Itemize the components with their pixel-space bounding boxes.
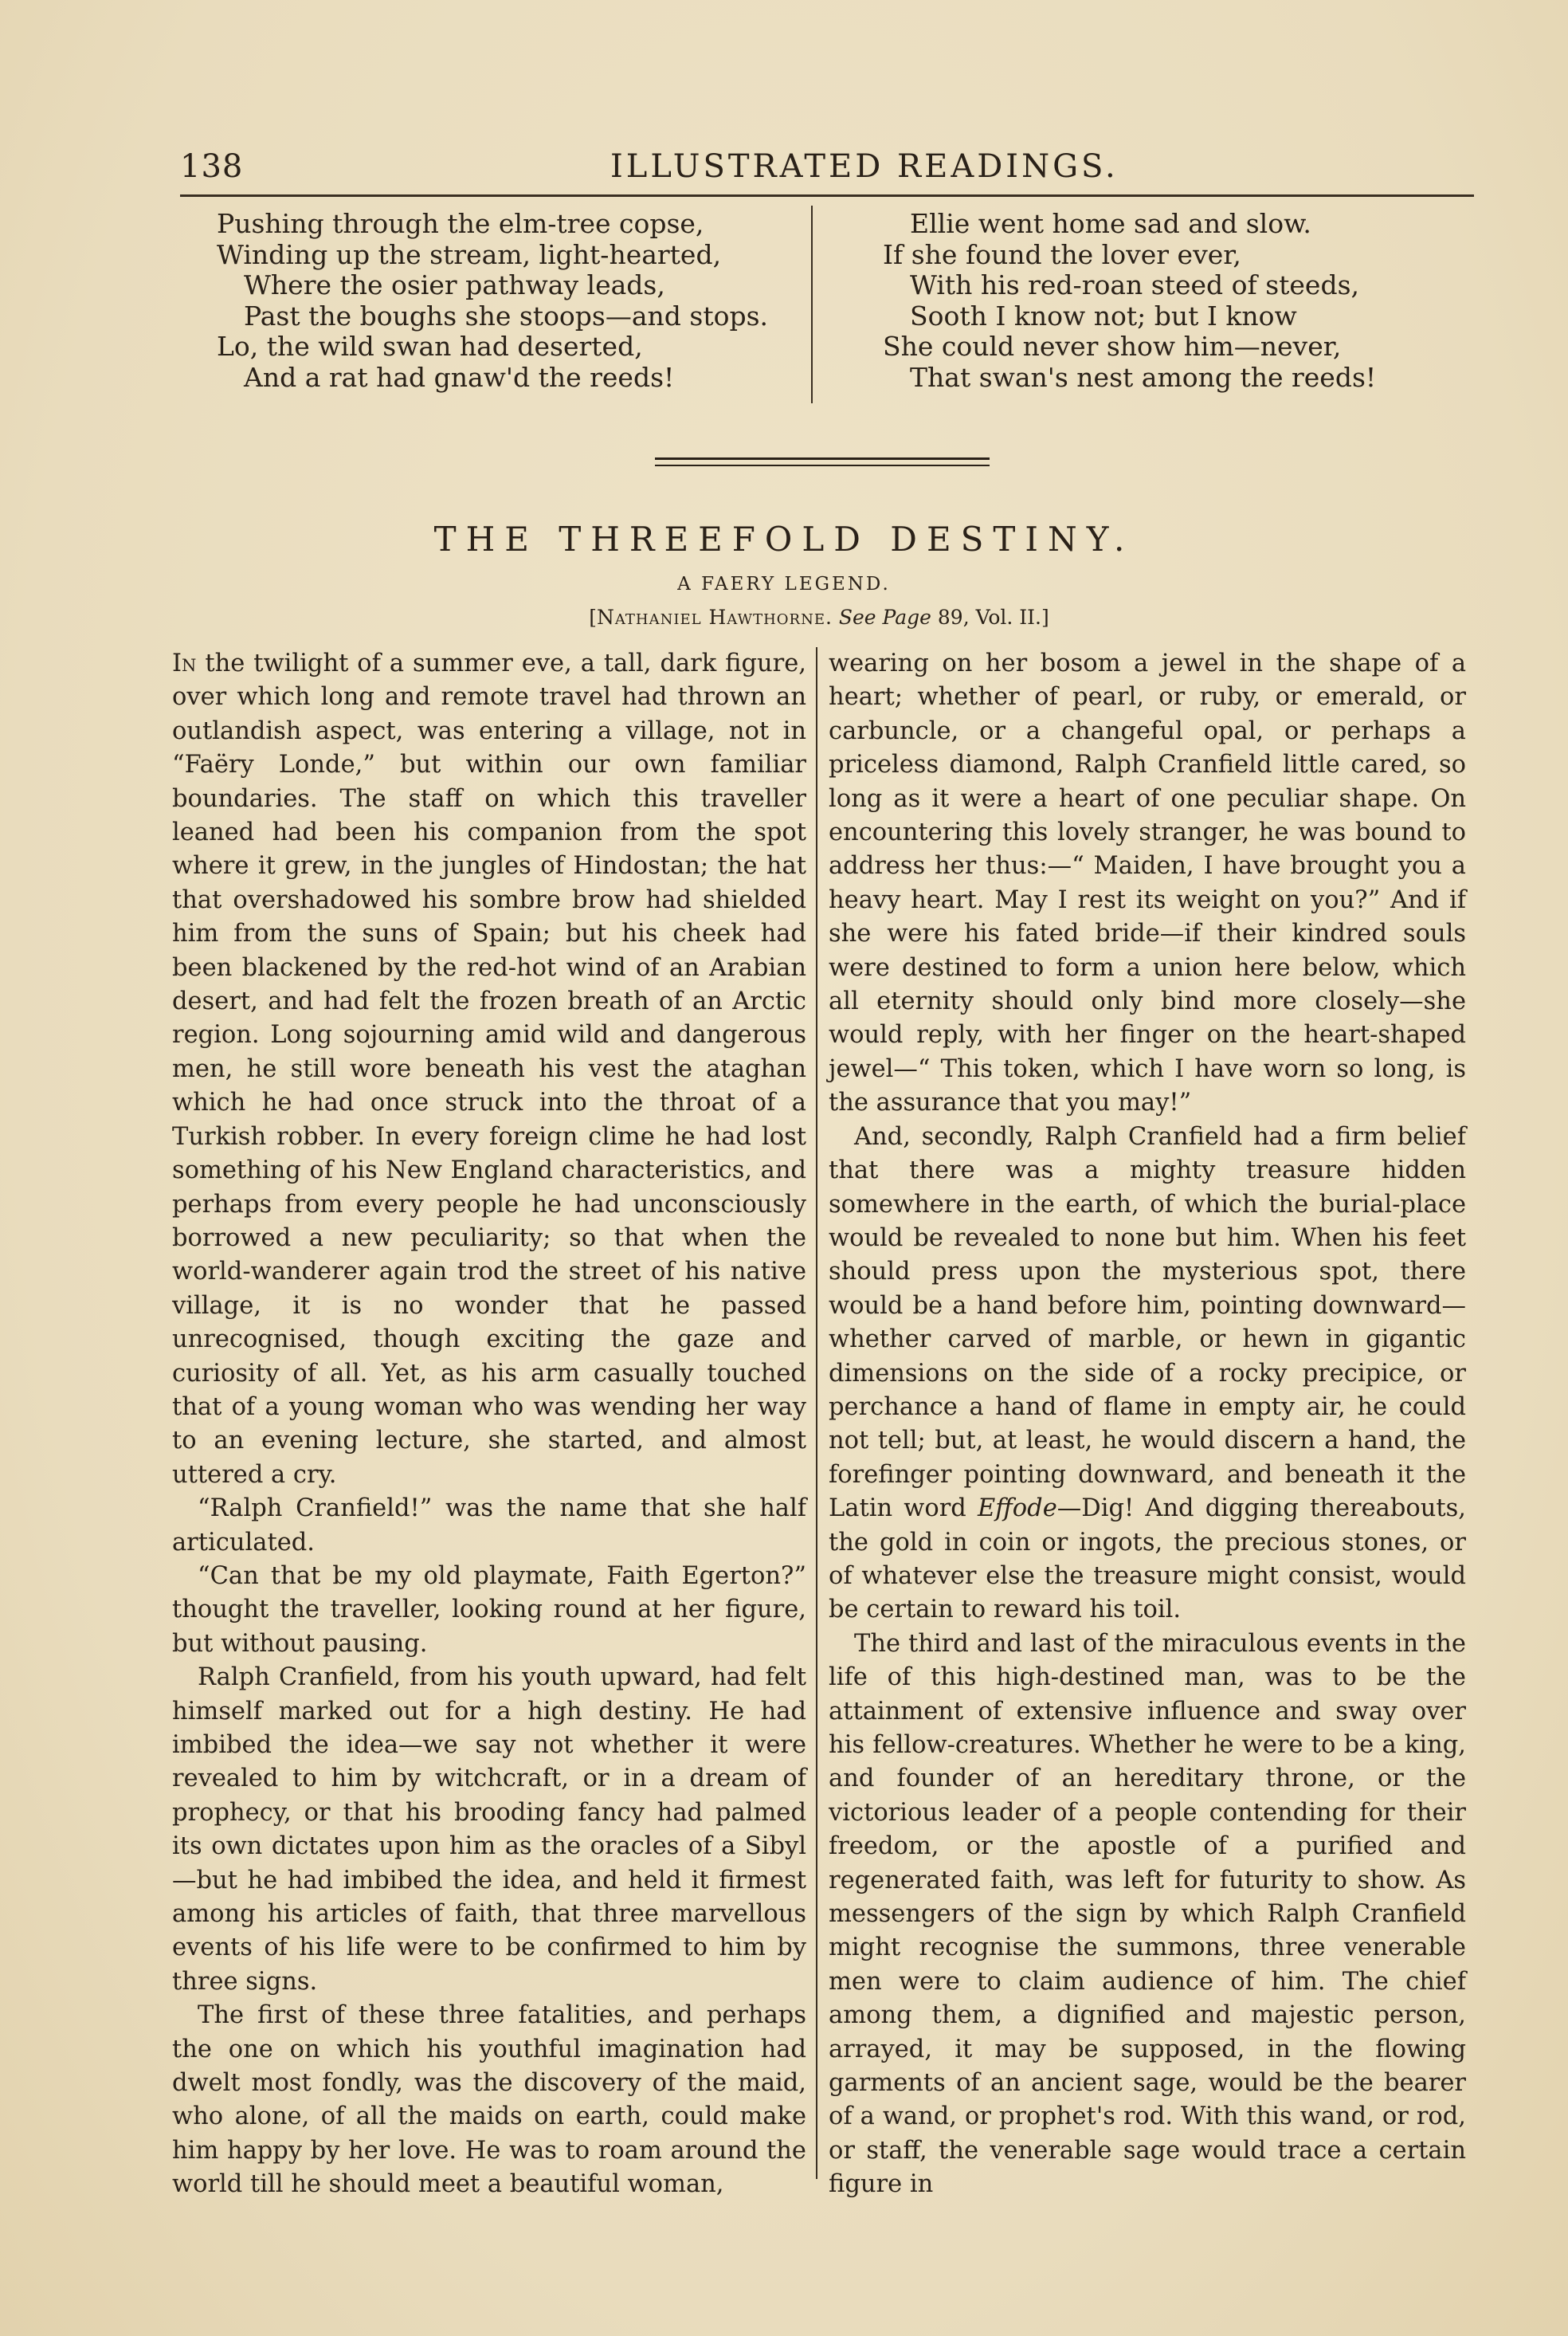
poem-column-divider	[811, 206, 813, 403]
latin-word: Effode	[977, 1494, 1057, 1523]
poem-line: Sooth I know not; but I know	[910, 300, 1297, 332]
see-page-label: See Page	[838, 606, 931, 629]
poem-line: If she found the lover ever,	[883, 238, 1241, 270]
lead-word: In	[172, 650, 197, 677]
poem-line: Where the osier pathway leads,	[244, 269, 665, 300]
article-attribution	[564, 606, 1074, 629]
paragraph: “Can that be my old playmate, Faith Egerton?” thought the traveller, looking round at her figure, but without pausing.	[172, 1561, 806, 1658]
running-title: ILLUSTRATED READINGS.	[610, 148, 1119, 185]
paragraph: The third and last of the miraculous events in the life of this high-destined man, was to be the attainment of extensive influence and sway over his fellow-creatures. Whether he were to be a king, and founder of an hereditary throne, or the victorious leader of a people contending for their freedom, or the apostle of a purified and regenerated faith, was left for futurity to show. As messengers of the sign by which Ralph Cranfield might recognise the summons, three venerable men were to claim audience of him. The chief among them, a dignified and majestic person, arrayed, it may be supposed, in the flowing garments of an ancient sage, would be the bearer of a wand, or prophet's rod. With this wand, or rod, or staff, the venerable sage would trace a certain figure in	[829, 1629, 1466, 2199]
poem-right-column	[883, 209, 1456, 393]
poem-line: That swan's nest among the reeds!	[910, 361, 1377, 393]
paragraph-continued: wearing on her bosom a jewel in the shape of a heart; whether of pearl, or ruby, or emerald, or carbuncle, or a changeful opal, or perhaps a priceless diamond, Ralph Cranfield little cared, so long as it were a heart of one peculiar shape. On encountering this lovely stranger, he was bound to address her thus:—“ Maiden, I have brought you a heavy heart. May I rest its weight on you?” And if she were his fated bride—if their kindred souls were destined to form a union here below, which all eternity should only bind more closely—she would reply, with her finger on the heart-shaped jewel—“ This token, which I have worn so long, is the assurance that you may!”	[829, 650, 1466, 1117]
poem-left-column	[217, 209, 790, 393]
poem-line: And a rat had gnaw'd the reeds!	[244, 361, 675, 393]
header-rule	[180, 194, 1474, 197]
bracket: [	[589, 606, 597, 629]
poem-line: Winding up the stream, light-hearted,	[217, 238, 722, 270]
poem-line: Lo, the wild swan had deserted,	[217, 331, 643, 362]
paragraph: “Ralph Cranfield!” was the name that she half articulated.	[172, 1494, 806, 1557]
section-separator	[655, 457, 990, 466]
paragraph: Ralph Cranfield, from his youth upward, had felt himself marked out for a high destiny. He had imbibed the idea—we say not whether it were revealed to him by witchcraft, or in a dream of prophecy, or that his brooding fancy had palmed its own dictates upon him as the oracles of a Sibyl—but he had imbibed the idea, and held it firmest among his articles of faith, that three marvellous events of his life were to be confirmed to him by three signs.	[172, 1663, 806, 1996]
page-number: 138	[180, 148, 244, 185]
page-reference: 89, Vol. II.]	[937, 606, 1049, 629]
author-name: Nathaniel Hawthorne.	[597, 606, 833, 629]
poem-line: Ellie went home sad and slow.	[910, 208, 1311, 239]
article-title: THE THREEFOLD DESTINY.	[433, 520, 1135, 559]
poem-line: Pushing through the elm-tree copse,	[217, 208, 704, 239]
poem-line: With his red-roan steed of steeds,	[910, 269, 1360, 300]
paragraph: And, secondly, Ralph Cranfield had a firm belief that there was a mighty treasure hidden somewhere in the earth, of which the burial-place would be revealed to none but him. When his feet should press upon the mysterious spot, there would be a hand before him, pointing downward—whether carved of marble, or hewn in gigantic dimensions on the side of a rocky precipice, or perchance a hand of flame in empty air, he could not tell; but, at least, he would discern a hand, the forefinger pointing downward, and beneath it the Latin word Effode—Dig! And digging thereabouts, the gold in coin or ingots, the precious stones, or of whatever else the treasure might consist, would be certain to reward his toil.	[829, 1122, 1466, 1624]
paragraph: The first of these three fatalities, and perhaps the one on which his youthful imagination had dwelt most fondly, was the discovery of the maid, who alone, of all the maids on earth, could make him happy by her love. He was to roam around the world till he should meet a beautiful woman,	[172, 2001, 806, 2199]
body-column-divider	[816, 647, 817, 2179]
poem-line: She could never show him—never,	[883, 331, 1342, 362]
paragraph: In the twilight of a summer eve, a tall, dark figure, over which long and remote travel had thrown an outlandish aspect, was entering a village, not in “Faëry Londe,” but within our own familiar boundaries. The staff on which this traveller leaned had been his companion from the spot where it grew, in the jungles of Hindostan; the hat that overshadowed his sombre brow had shielded him from the suns of Spain; but his cheek had been blackened by the red-hot wind of an Arabian desert, and had felt the frozen breath of an Arctic region. Long sojourning amid wild and dangerous men, he still wore beneath his vest the ataghan which he had once struck into the throat of a Turkish robber. In every foreign clime he had lost something of his New England characteristics, and perhaps from every people he had unconsciously borrowed a new peculiarity; so that when the world-wanderer again trod the street of his native village, it is no wonder that he passed unrecognised, though exciting the gaze and curiosity of all. Yet, as his arm casually touched that of a young woman who was wending her way to an evening lecture, she started, and almost uttered a cry.	[172, 650, 806, 1489]
body-left-column	[172, 647, 806, 2202]
article-subtitle: A FAERY LEGEND.	[677, 574, 891, 595]
body-right-column	[829, 647, 1466, 2202]
poem-line: Past the boughs she stoops—and stops.	[244, 300, 769, 332]
